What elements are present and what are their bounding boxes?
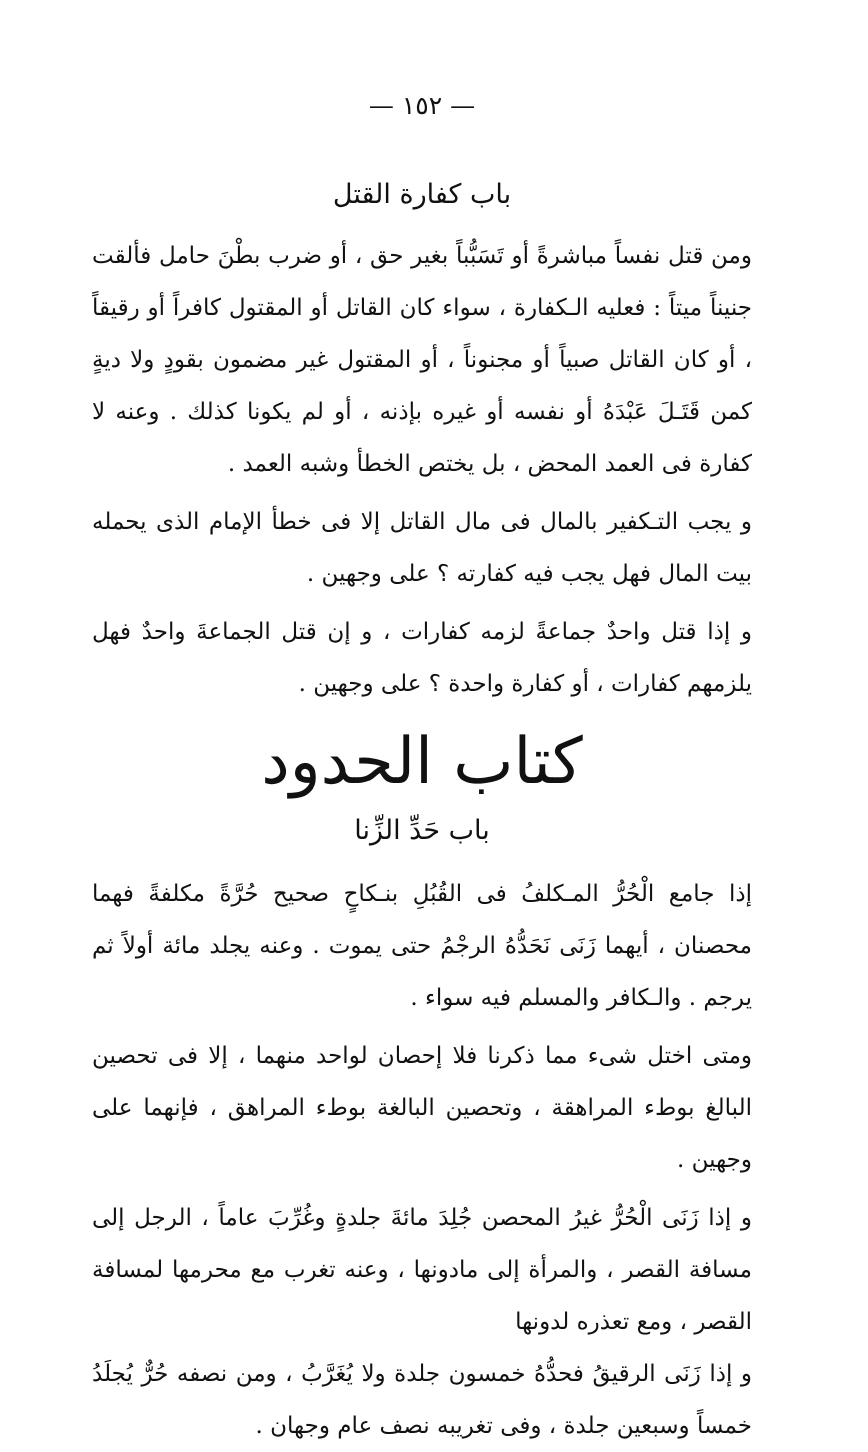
- section-heading-zina-punishment: باب حَدِّ الزِّنا: [354, 815, 490, 846]
- paragraph-zina-4: و إذا زَنَى الرقيقُ فحدُّهُ خمسون جلدة ولا يُغَرَّبُ ، ومن نصفه حُرٌّ يُجلَدُ خمساً وسبعين جلدة ، وفى تغريبه نصف عام وجهان .: [92, 1361, 752, 1439]
- section-heading-qatl-expiation: باب كفارة القتل: [332, 179, 512, 210]
- paragraph-qatl-2: و يجب التـكفير بالمال فى مال القاتل إلا فى خطأ الإمام الذى يحمله بيت المال فهل يجب فيه كفارته ؟ على وجهين .: [92, 509, 752, 587]
- paragraph-qatl-1: ومن قتل نفساً مباشرةً أو تَسَبُّباً بغير حق ، أو ضرب بطْنَ حامل فألقت جنيناً ميتاً : فعليه الـكفارة ، سواء كان القاتل أو المقتول كافراً أو رقيقاً ، أو كان القاتل صبياً أو مجنوناً ، أو المقتول غير مضمون بقودٍ ولا ديةٍ كمن قَتَـلَ عَبْدَهُ أو نفسه أو غيره بإذنه ، أو لم يكونا كذلك . وعنه لا كفارة فى العمد المحض ، بل يختص الخطأ وشبه العمد .: [92, 243, 752, 477]
- paragraph-zina-2: ومتى اختل شىء مما ذكرنا فلا إحصان لواحد منهما ، إلا فى تحصين البالغ بوطء المراهقة ، وتحصين البالغة بوطء المراهق ، فإنهما على وجهين .: [92, 1043, 752, 1173]
- page-number: — ١٥٢ —: [368, 91, 476, 120]
- document-page: [92, 84, 752, 1452]
- paragraph-zina-1: إذا جامع الْحُرُّ المـكلفُ فى القُبُلِ بنـكاحٍ صحيح حُرَّةً مكلفةً فهما محصنان ، أيهما زَنَى نَحَدُّهُ الرجْمُ حتى يموت . وعنه يجلد مائة أولاً ثم يرجم . والـكافر والمسلم فيه سواء .: [92, 881, 752, 1011]
- paragraph-qatl-3: و إذا قتل واحدٌ جماعةً لزمه كفارات ، و إن قتل الجماعةَ واحدٌ فهل يلزمهم كفارات ، أو كفارة واحدة ؟ على وجهين .: [92, 619, 752, 697]
- book-title-hudud: كتاب الحدود: [261, 725, 583, 799]
- paragraph-zina-3: و إذا زَنَى الْحُرُّ غيرُ المحصن جُلِدَ مائةَ جلدةٍ وغُرِّبَ عاماً ، الرجل إلى مسافة القصر ، والمرأة إلى مادونها ، وعنه تغرب مع محرمها لمسافة القصر ، ومع تعذره لدونها: [92, 1205, 752, 1335]
